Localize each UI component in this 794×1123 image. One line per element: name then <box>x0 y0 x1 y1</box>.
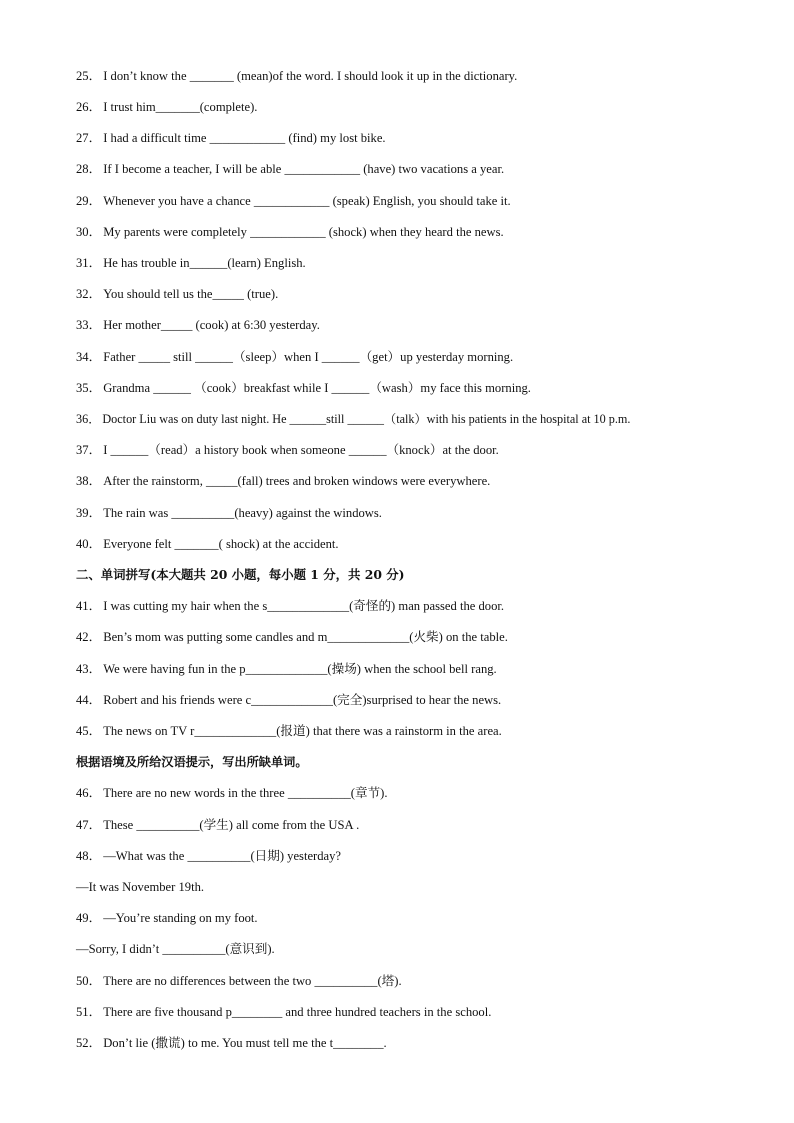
question-42: 42． Ben’s mom was putting some candles and m_____________(火柴) on the table. <box>76 630 508 644</box>
question-41: 41． I was cutting my hair when the s_____________(奇怪的) man passed the door. <box>76 599 505 613</box>
question-49: 49． —You’re standing on my foot. <box>76 911 258 925</box>
question-39: 39． The rain was __________(heavy) against the windows. <box>76 506 382 520</box>
question-38: 38． After the rainstorm, _____(fall) trees and broken windows were everywhere. <box>76 474 491 488</box>
question-27: 27． I had a difficult time ____________ (find) my lost bike. <box>76 131 386 145</box>
question-32: 32． You should tell us the_____ (true). <box>76 287 279 301</box>
question-25: 25． I don’t know the _______ (mean)of the word. I should look it up in the dictionary. <box>76 69 518 83</box>
question-40: 40． Everyone felt _______( shock) at the accident. <box>76 537 339 551</box>
question-52: 52． Don’t lie (撒谎) to me. You must tell me the t________. <box>76 1036 387 1050</box>
question-46: 46． There are no new words in the three __________(章节). <box>76 786 388 800</box>
question-48: 48． —What was the __________(日期) yesterday? <box>76 849 342 863</box>
question-50: 50． There are no differences between the two __________(塔). <box>76 974 402 988</box>
question-28: 28． If I become a teacher, I will be able ____________ (have) two vacations a year. <box>76 162 505 176</box>
question-43: 43． We were having fun in the p_____________(操场) when the school bell rang. <box>76 662 497 676</box>
question-45: 45． The news on TV r_____________(报道) that there was a rainstorm in the area. <box>76 724 502 738</box>
question-37: 37． I ______（read）a history book when someone ______（knock）at the door. <box>76 443 499 457</box>
question-51: 51． There are five thousand p________ and three hundred teachers in the school. <box>76 1005 492 1019</box>
question-49-reply: —Sorry, I didn’t __________(意识到). <box>76 942 275 956</box>
question-33: 33． Her mother_____ (cook) at 6:30 yesterday. <box>76 318 320 332</box>
question-44: 44． Robert and his friends were c_____________(完全)surprised to hear the news. <box>76 693 502 707</box>
section-2-heading: 二、单词拼写(本大题共 20 小题，每小题 1 分，共 20 分) <box>76 567 405 582</box>
question-34: 34． Father _____ still ______（sleep）when I ______（get）up yesterday morning. <box>76 350 514 364</box>
instructions-subheading: 根据语境及所给汉语提示，写出所缺单词。 <box>76 755 308 769</box>
question-36: 36． Doctor Liu was on duty last night. He ______still ______（talk）with his patients in the hospital at 10 p.m. <box>76 412 631 426</box>
question-48-reply: —It was November 19th. <box>76 880 205 894</box>
question-35: 35． Grandma ______ （cook）breakfast while I ______（wash）my face this morning. <box>76 381 531 395</box>
question-30: 30． My parents were completely ____________ (shock) when they heard the news. <box>76 225 504 239</box>
question-47: 47． These __________(学生) all come from the USA . <box>76 818 360 832</box>
question-31: 31． He has trouble in______(learn) English. <box>76 256 306 270</box>
question-26: 26． I trust him_______(complete). <box>76 100 258 114</box>
question-29: 29． Whenever you have a chance ____________ (speak) English, you should take it. <box>76 194 511 208</box>
